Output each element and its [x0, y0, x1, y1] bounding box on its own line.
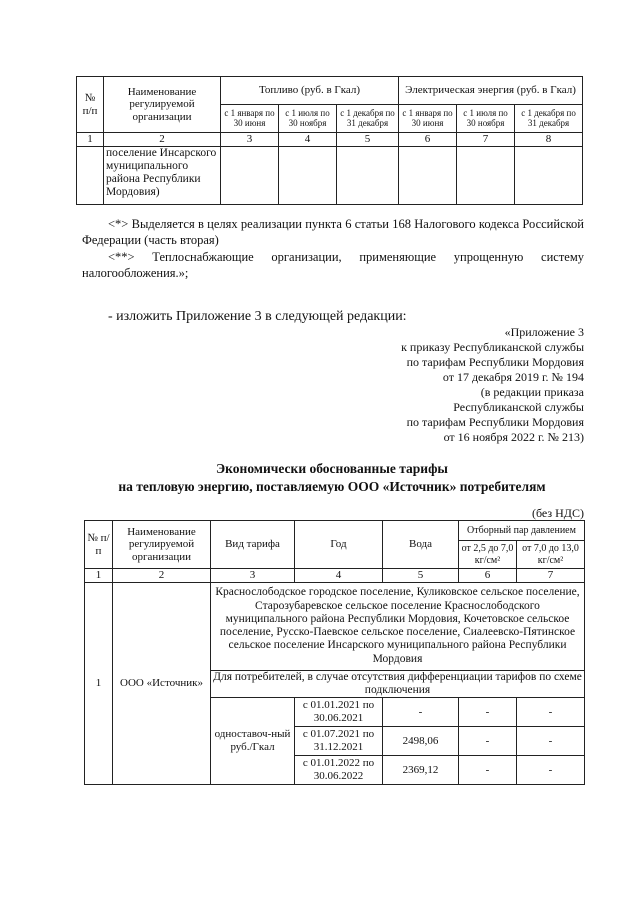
- water-value: -: [383, 698, 459, 727]
- steam-2-value: -: [517, 698, 585, 727]
- period-header: с 1 января по 30 июня: [221, 105, 279, 133]
- col-index: 8: [515, 133, 583, 147]
- caption-line: по тарифам Республики Мордовия: [406, 415, 584, 429]
- col-year-header: Год: [295, 521, 383, 569]
- col-tariff-type-header: Вид тарифа: [211, 521, 295, 569]
- steam-1-value: -: [459, 756, 517, 785]
- period-cell: с 01.01.2021 по 30.06.2021: [295, 698, 383, 727]
- tariff-type: одноставоч-ный руб./Гкал: [211, 698, 295, 785]
- col-index: 1: [77, 133, 104, 147]
- period-cell: с 01.07.2021 по 31.12.2021: [295, 727, 383, 756]
- fuel-header: Топливо (руб. в Гкал): [221, 77, 399, 105]
- vat-note: (без НДС): [531, 506, 584, 520]
- water-value: 2369,12: [383, 756, 459, 785]
- instruction-text: - изложить Приложение 3 в следующей редакции:: [108, 309, 407, 324]
- col-index: 5: [383, 569, 459, 583]
- table-cell: [279, 146, 337, 204]
- period-cell: с 01.01.2022 по 30.06.2022: [295, 756, 383, 785]
- col-index: 5: [337, 133, 399, 147]
- col-index: 1: [85, 569, 113, 583]
- table-cell: [221, 146, 279, 204]
- consumers-note: Для потребителей, в случае отсутствия дифференциации тарифов по схеме подключения: [211, 670, 585, 697]
- col-index: 3: [211, 569, 295, 583]
- table-cell: [337, 146, 399, 204]
- col-index: 2: [113, 569, 211, 583]
- title-line-2: на тепловую энергию, поставляемую ООО «Источник» потребителям: [118, 479, 546, 494]
- col-index: 6: [399, 133, 457, 147]
- col-index: 7: [517, 569, 585, 583]
- territory-cell: Краснослободское городское поселение, Куликовское сельское поселение, Старозубаревское сельское поселение Краснослободского муниципального района Республики Мордовия, Кочетовское сельское поселение, Русско-Паевское сельское поселение, Сиалеевско-Пятинское сельское поселение Инсарского муниципального района Республики Мордовия: [211, 582, 585, 670]
- fuel-electricity-table: [76, 76, 583, 205]
- col-organization-header: Наименование регулируемой организации: [113, 521, 211, 569]
- period-header: с 1 июля по 30 ноября: [279, 105, 337, 133]
- title-line-1: Экономически обоснованные тарифы: [216, 461, 448, 476]
- appendix-caption: [324, 325, 584, 445]
- footnote-2: <**> Теплоснабжающие организации, применяющие упрощенную систему налогообложения.»;: [82, 250, 584, 280]
- steam-2-value: -: [517, 756, 585, 785]
- period-header: с 1 декабря по 31 декабря: [515, 105, 583, 133]
- col-organization-header: Наименование регулируемой организации: [104, 77, 221, 133]
- period-header: с 1 июля по 30 ноября: [457, 105, 515, 133]
- caption-line: по тарифам Республики Мордовия: [406, 355, 584, 369]
- electricity-header: Электрическая энергия (руб. в Гкал): [399, 77, 583, 105]
- steam-header: Отборный пар давлением: [459, 521, 585, 541]
- col-index: 7: [457, 133, 515, 147]
- col-index: 3: [221, 133, 279, 147]
- organization-name: ООО «Источник»: [113, 582, 211, 784]
- caption-line: Республиканской службы: [453, 400, 584, 414]
- table-cell: [515, 146, 583, 204]
- col-number-header: № п/п: [77, 77, 104, 133]
- col-index: 4: [295, 569, 383, 583]
- table-cell: [399, 146, 457, 204]
- steam-range-2: от 7,0 до 13,0 кг/см²: [517, 541, 585, 569]
- col-index: 6: [459, 569, 517, 583]
- period-header: с 1 декабря по 31 декабря: [337, 105, 399, 133]
- caption-line: от 17 декабря 2019 г. № 194: [442, 370, 584, 384]
- tariff-table: [84, 520, 585, 785]
- steam-1-value: -: [459, 727, 517, 756]
- steam-1-value: -: [459, 698, 517, 727]
- footnote-1: <*> Выделяется в целях реализации пункта 6 статьи 168 Налогового кодекса Российской Федерации (часть вторая): [82, 217, 584, 247]
- col-index: 4: [279, 133, 337, 147]
- col-index: 2: [104, 133, 221, 147]
- row-number: 1: [85, 582, 113, 784]
- document-title: [80, 460, 584, 496]
- steam-2-value: -: [517, 727, 585, 756]
- caption-line: к приказу Республиканской службы: [401, 340, 584, 354]
- water-value: 2498,06: [383, 727, 459, 756]
- col-water-header: Вода: [383, 521, 459, 569]
- caption-line: (в редакции приказа: [480, 385, 584, 399]
- table-cell: [457, 146, 515, 204]
- col-number-header: № п/п: [85, 521, 113, 569]
- organization-cell: поселение Инсарского муниципального района Республики Мордовия): [104, 146, 221, 204]
- caption-line: от 16 ноября 2022 г. № 213): [443, 430, 584, 444]
- table-cell: [77, 146, 104, 204]
- period-header: с 1 января по 30 июня: [399, 105, 457, 133]
- steam-range-1: от 2,5 до 7,0 кг/см²: [459, 541, 517, 569]
- caption-line: «Приложение 3: [504, 325, 584, 339]
